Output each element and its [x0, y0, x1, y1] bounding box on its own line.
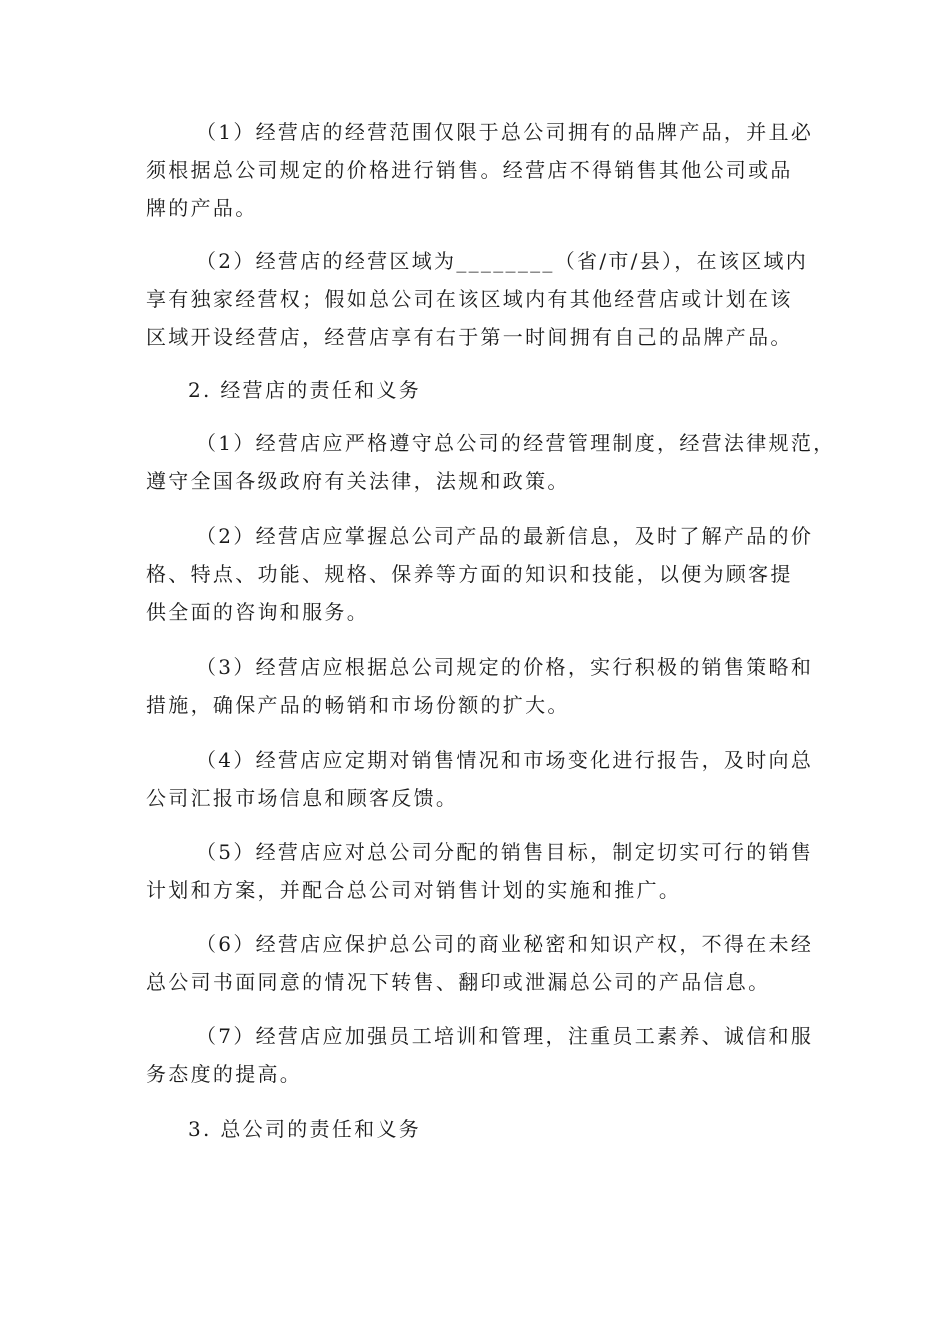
section-heading: [146, 1110, 816, 1148]
section-heading-text: 3. 总公司的责任和义务: [188, 1117, 422, 1141]
paragraph-duty-6: [146, 925, 816, 1001]
text-line: 公司汇报市场信息和顾客反馈。: [146, 786, 459, 810]
text-line: 遵守全国各级政府有关法律，法规和政策。: [146, 469, 570, 493]
text-line: 区域开设经营店，经营店享有右于第一时间拥有自己的品牌产品。: [146, 325, 793, 349]
text-line: （1）经营店应严格遵守总公司的经营管理制度，经营法律规范，: [196, 431, 836, 455]
text-line: （1）经营店的经营范围仅限于总公司拥有的品牌产品，并且必: [196, 120, 814, 144]
paragraph-scope-1: [146, 113, 816, 227]
paragraph-duty-3: [146, 648, 816, 724]
section-heading-text: 2. 经营店的责任和义务: [188, 378, 422, 402]
text-line: 总公司书面同意的情况下转售、翻印或泄漏总公司的产品信息。: [146, 970, 771, 994]
paragraph-duty-7: [146, 1017, 816, 1093]
text-line: （3）经营店应根据总公司规定的价格，实行积极的销售策略和: [196, 655, 814, 679]
text-line: 格、特点、功能、规格、保养等方面的知识和技能，以便为顾客提: [146, 562, 793, 586]
text-line: 计划和方案，并配合总公司对销售计划的实施和推广。: [146, 878, 682, 902]
text-line: 措施，确保产品的畅销和市场份额的扩大。: [146, 693, 570, 717]
text-line: 享有独家经营权；假如总公司在该区域内有其他经营店或计划在该: [146, 287, 793, 311]
text-line: （2）经营店应掌握总公司产品的最新信息，及时了解产品的价: [196, 524, 814, 548]
text-line: 须根据总公司规定的价格进行销售。经营店不得销售其他公司或品: [146, 158, 793, 182]
text-line: （5）经营店应对总公司分配的销售目标，制定切实可行的销售: [196, 840, 814, 864]
section-heading: [146, 371, 816, 409]
paragraph-duty-5: [146, 833, 816, 909]
text-line: 务态度的提高。: [146, 1062, 303, 1086]
paragraph-duty-1: [146, 424, 836, 500]
text-line: 供全面的咨询和服务。: [146, 600, 369, 624]
paragraph-duty-4: [146, 741, 816, 817]
paragraph-duty-2: [146, 517, 816, 631]
text-line: （7）经营店应加强员工培训和管理，注重员工素养、诚信和服: [196, 1024, 814, 1048]
text-line: 牌的产品。: [146, 196, 258, 220]
paragraph-scope-2: [146, 242, 816, 356]
text-line: （2）经营店的经营区域为________（省/市/县），在该区域内: [196, 249, 809, 273]
text-line: （4）经营店应定期对销售情况和市场变化进行报告，及时向总: [196, 748, 814, 772]
text-line: （6）经营店应保护总公司的商业秘密和知识产权，不得在未经: [196, 932, 814, 956]
